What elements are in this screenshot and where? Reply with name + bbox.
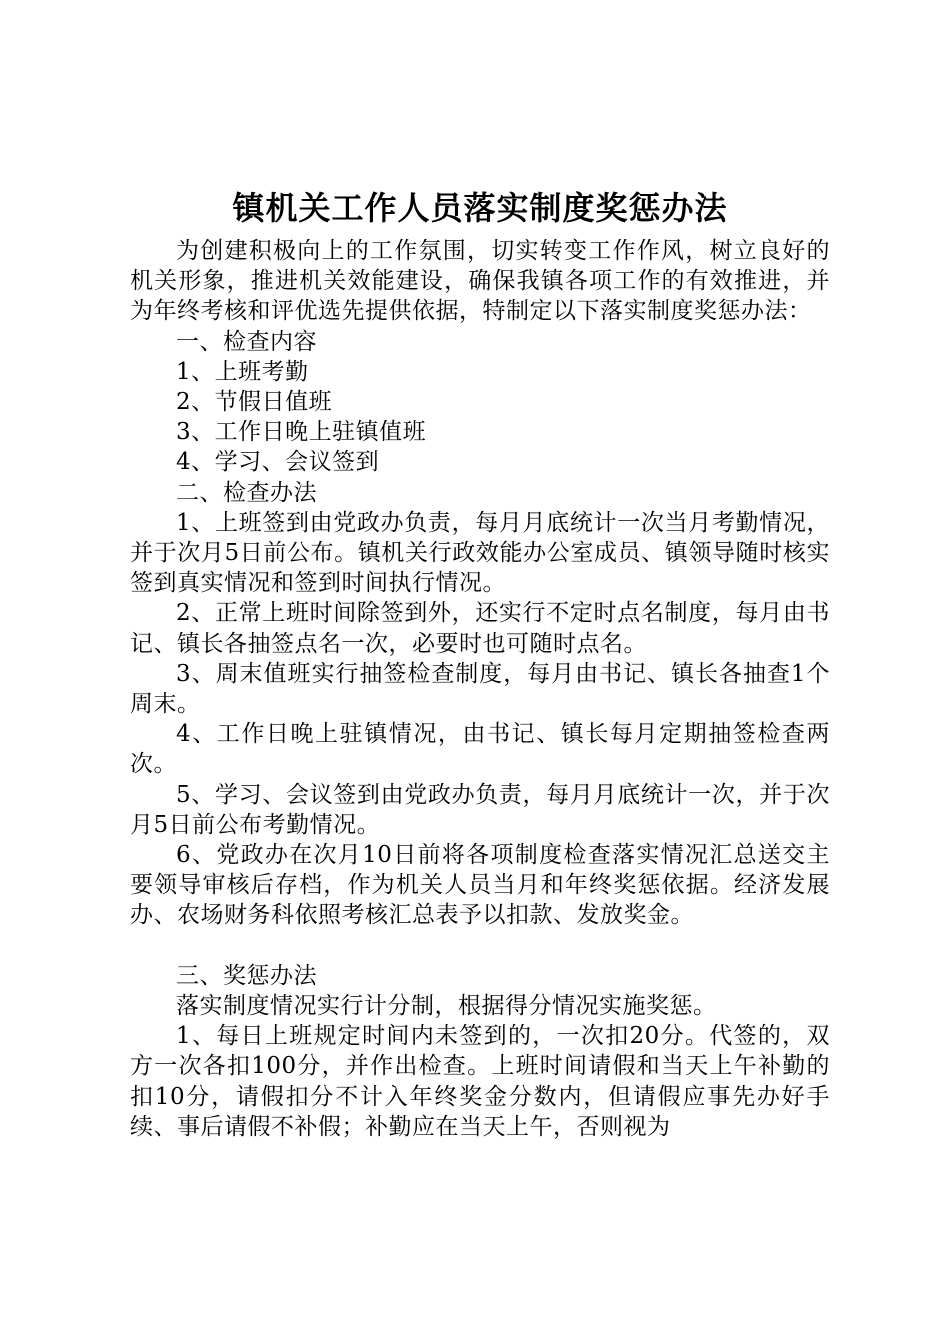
section-heading-check-content: 一、检查内容 [176, 328, 317, 355]
document-title: 镇机关工作人员落实制度奖惩办法 [232, 189, 728, 227]
paragraph-item: 2、正常上班时间除签到外，还实行不定时点名制度，每月由书记、镇长各抽签点名一次，必要时也可随时点名。 [130, 600, 830, 657]
paragraph-item: 4、工作日晚上驻镇情况，由书记、镇长每月定期抽签检查两次。 [130, 721, 830, 778]
paragraph-item: 6、党政办在次月10日前将各项制度检查落实情况汇总送交主要领导审核后存档，作为机关人员当月和年终奖惩依据。经济发展办、农场财务科依照考核汇总表予以扣款、发放奖金。 [130, 842, 830, 929]
paragraph-item: 3、周末值班实行抽签检查制度，每月由书记、镇长各抽查1个周末。 [130, 660, 830, 718]
paragraph-item: 1、每日上班规定时间内未签到的，一次扣20分。代签的，双方一次各扣100分，并作出检查。上班时间请假和当天上午补勤的扣10分，请假扣分不计入年终奖金分数内，但请假应事先办好手续、事后请假不补假；补勤应在当天上午，否则视为 [130, 1023, 830, 1140]
document-page [130, 183, 830, 1142]
paragraph-intro: 为创建积极向上的工作氛围，切实转变工作作风，树立良好的机关形象，推进机关效能建设，确保我镇各项工作的有效推进，并为年终考核和评优选先提供依据，特制定以下落实制度奖惩办法： [130, 238, 830, 325]
list-item: 3、工作日晚上驻镇值班 [176, 419, 427, 446]
section-heading-reward-method: 三、奖惩办法 [176, 962, 317, 989]
list-item: 2、节假日值班 [176, 389, 333, 416]
section-heading-check-method: 二、检查办法 [176, 479, 317, 506]
paragraph-item: 5、学习、会议签到由党政办负责，每月月底统计一次，并于次月5日前公布考勤情况。 [130, 781, 830, 838]
paragraph-item: 1、上班签到由党政办负责，每月月底统计一次当月考勤情况，并于次月5日前公布。镇机关行政效能办公室成员、镇领导随时核实签到真实情况和签到时间执行情况。 [130, 509, 830, 597]
list-item: 1、上班考勤 [176, 358, 309, 385]
blank-line [130, 931, 830, 961]
list-item: 4、学习、会议签到 [176, 449, 380, 476]
document-body [130, 236, 830, 1142]
paragraph-item: 落实制度情况实行计分制，根据得分情况实施奖惩。 [176, 993, 717, 1020]
